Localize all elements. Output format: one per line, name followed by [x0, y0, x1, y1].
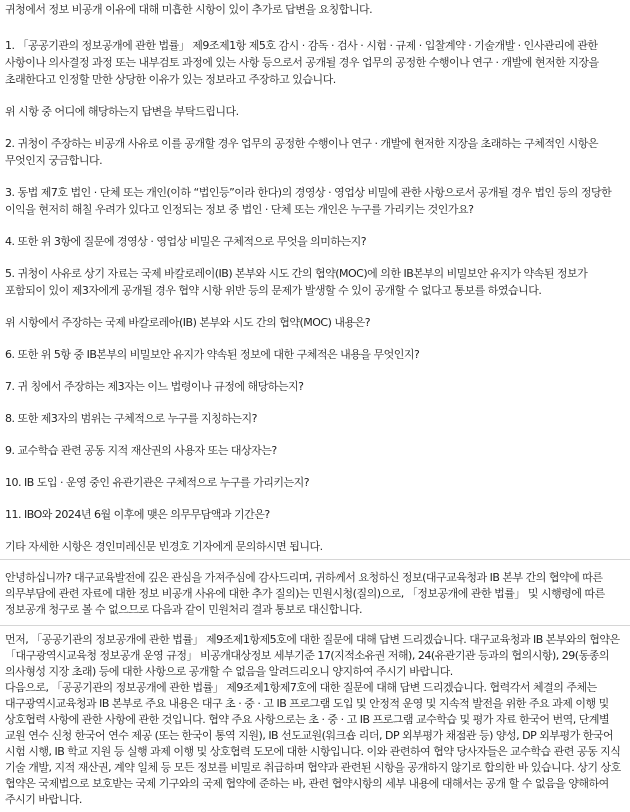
request-item-6: 6. 또한 위 5항 중 IB본부의 비밀보안 유지가 약속된 정보에 대한 구체적은 내용을 무엇인지?: [5, 348, 420, 361]
request-item-8: 8. 또한 제3자의 범위는 구체적으로 누구를 지칭하는지?: [5, 412, 257, 425]
request-item-contact: 기타 자세한 시항은 경인미레신문 빈경호 기자에게 문의하시면 됩니다.: [5, 540, 323, 553]
answer-intro-section: [5, 570, 626, 618]
request-item-9: 9. 교수학습 관련 공동 지적 재산권의 사용자 또는 대상자는?: [5, 444, 277, 457]
section-divider: [0, 625, 630, 626]
request-item-5: 5. 귀청이 사유로 상기 자료는 국제 바칼로레이(IB) 본부와 시도 간의 협약(MOC)에 의한 IB본부의 비밀보안 유지가 약속된 정보가 포함되이 있이 제3자에게 공개될 경우 협약 시항 위반 등의 문제가 발생할 수 있이 공개할 수 없다고 통보를 하였습니다.: [5, 267, 588, 297]
request-item-1: 1. 「공공기관의 정보공개에 관한 법률」 제9조제1항 제5호 감시 · 감독 · 검사 · 시험 · 규제 · 입찰계약 · 기술개발 · 인사관리에 관한 사항이나 의사결정 과정 또는 내부검토 과정에 있는 사항 등으로서 공개될 경우 업무의 공정한 수행이나 연구 · 개발에 현저한 지장을 초래한다고 인정할 만한 상당한 이유가 있는 정보라고 주장하고 있습니다.: [5, 39, 599, 86]
request-items: [5, 31, 626, 555]
answer-intro: 안녕하십니까? 대구교육발전에 깊은 관심을 가져주심에 감사드리며, 귀하께서 요청하신 정보(대구교육청과 IB 본부 간의 협약에 따른 의무부담에 관련 자료에 대한 정보 비공개 사유에 대한 추가 질의)는 민원시청(질의)으로, 「정보공개에 관한 법률」 및 시행령에 따른 정보공개 청구로 볼 수 없으므로 다음과 같이 민원처리 결과 통보로 대신합니다.: [5, 571, 605, 616]
request-item-note: 위 시항 중 어디에 해당하는지 답변을 부탁드립니다.: [5, 105, 239, 118]
request-item-10: 10. IB 도입 · 운영 중인 유관기관은 구체적으로 누구를 가리키는지?: [5, 476, 310, 489]
request-section: [5, 1, 626, 18]
answer-body: 먼저, 「공공기관의 정보공개에 관한 법률」 제9조제1항제5호에 대한 질문에 대해 답변 드리겠습니다. 대구교육청과 IB 본부와의 협약은 「대구광역시교육청 정보공개 운영 규정」 비공개대상정보 세부기준 17(지적소유권 저해), 24(유관기관 등과의 협의시항), 29(동종의 의사형성 지장 초래) 등에 대한 사항으로 공개할 수 없음을 알려드리오니 양지하여 주시기 바랍니다. 다음으로, 「공공기관의 정보공개에 관한 법률」 제9조제1항제7호에 대한 질문에 대해 답변 드리겠습니다. 협력각서 체결의 주체는 대구광역시교육청과 IB 본부로 주요 내용은 대구 초 · 중 · 고 IB 프로그램 도입 및 안정적 운영 및 지속적 발전을 위한 주요 과제 이행 및 상호협력 사항에 관한 사항에 관한 것입니다. 협약 주요 사항으로는 초 · 중 · 고 IB 프로그램 교수학습 및 평가 자료 한국어 번역, 단계별 교원 연수 신청 한국어 연수 제공 (또는 한국이 통역 지원), IB 선도교원(워크숍 리더, DP 외부평가 채점관 등) 양성, DP 외부평가 한국어 시험 시행, IB 학교 지원 등 실행 과제 이행 및 상호협력 도모에 대한 시항입니다. 이와 관련하여 협약 당사자들은 교수학습 관련 공동 지식 기술 개발, 지적 재산권, 계약 일체 등 모든 정보를 비밀로 취급하며 협약과 관련된 시항을 공개하지 않기로 합의한 바 있습니다. 상기 상호 협약은 국제법으로 보호받는 국제 기구와의 국제 협약에 준하는 바, 관련 협약시항의 세부 내용에 대해서는 공개 할 수 없음을 양해하여 주시기 바랍니다.: [5, 633, 621, 806]
request-item-11: 11. IBO와 2024년 6월 이후에 맺은 의무무담액과 기간은?: [5, 508, 270, 521]
answer-body-section: [5, 632, 626, 808]
section-divider: [0, 559, 630, 560]
request-item-3: 3. 동법 제7호 법인 · 단체 또는 개인(이하 “법인등”이라 한다)의 경영상 · 영업상 비밀에 관한 사항으로서 공개될 경우 법인 등의 정당한 이익을 현저히 해칠 우려가 있다고 인정되는 정보 중 법인 · 단체 또는 개인은 누구를 가리키는 것인가요?: [5, 186, 612, 216]
request-intro: 귀청에서 정보 비공개 이유에 대해 미흡한 시항이 있이 추가로 답변을 요칭합니다.: [5, 3, 373, 16]
request-item-note-2: 위 시항에서 주장하는 국제 바칼로레아(IB) 본부와 시도 간의 협약(MOC) 내용은?: [5, 316, 371, 329]
request-item-4: 4. 또한 위 3항에 질문에 경영상 · 영업상 비밀은 구체적으로 무엇을 의미하는지?: [5, 235, 367, 248]
request-item-7: 7. 귀 칭에서 주장하는 제3자는 이느 법령이나 규정에 해당하는지?: [5, 380, 304, 393]
request-item-2: 2. 귀청이 주장하는 비공개 사유로 이를 공개할 경우 업무의 공정한 수행이나 연구 · 개발에 현저한 지장을 초래하는 구체적인 시항은 무엇인지 궁금합니다.: [5, 137, 598, 167]
